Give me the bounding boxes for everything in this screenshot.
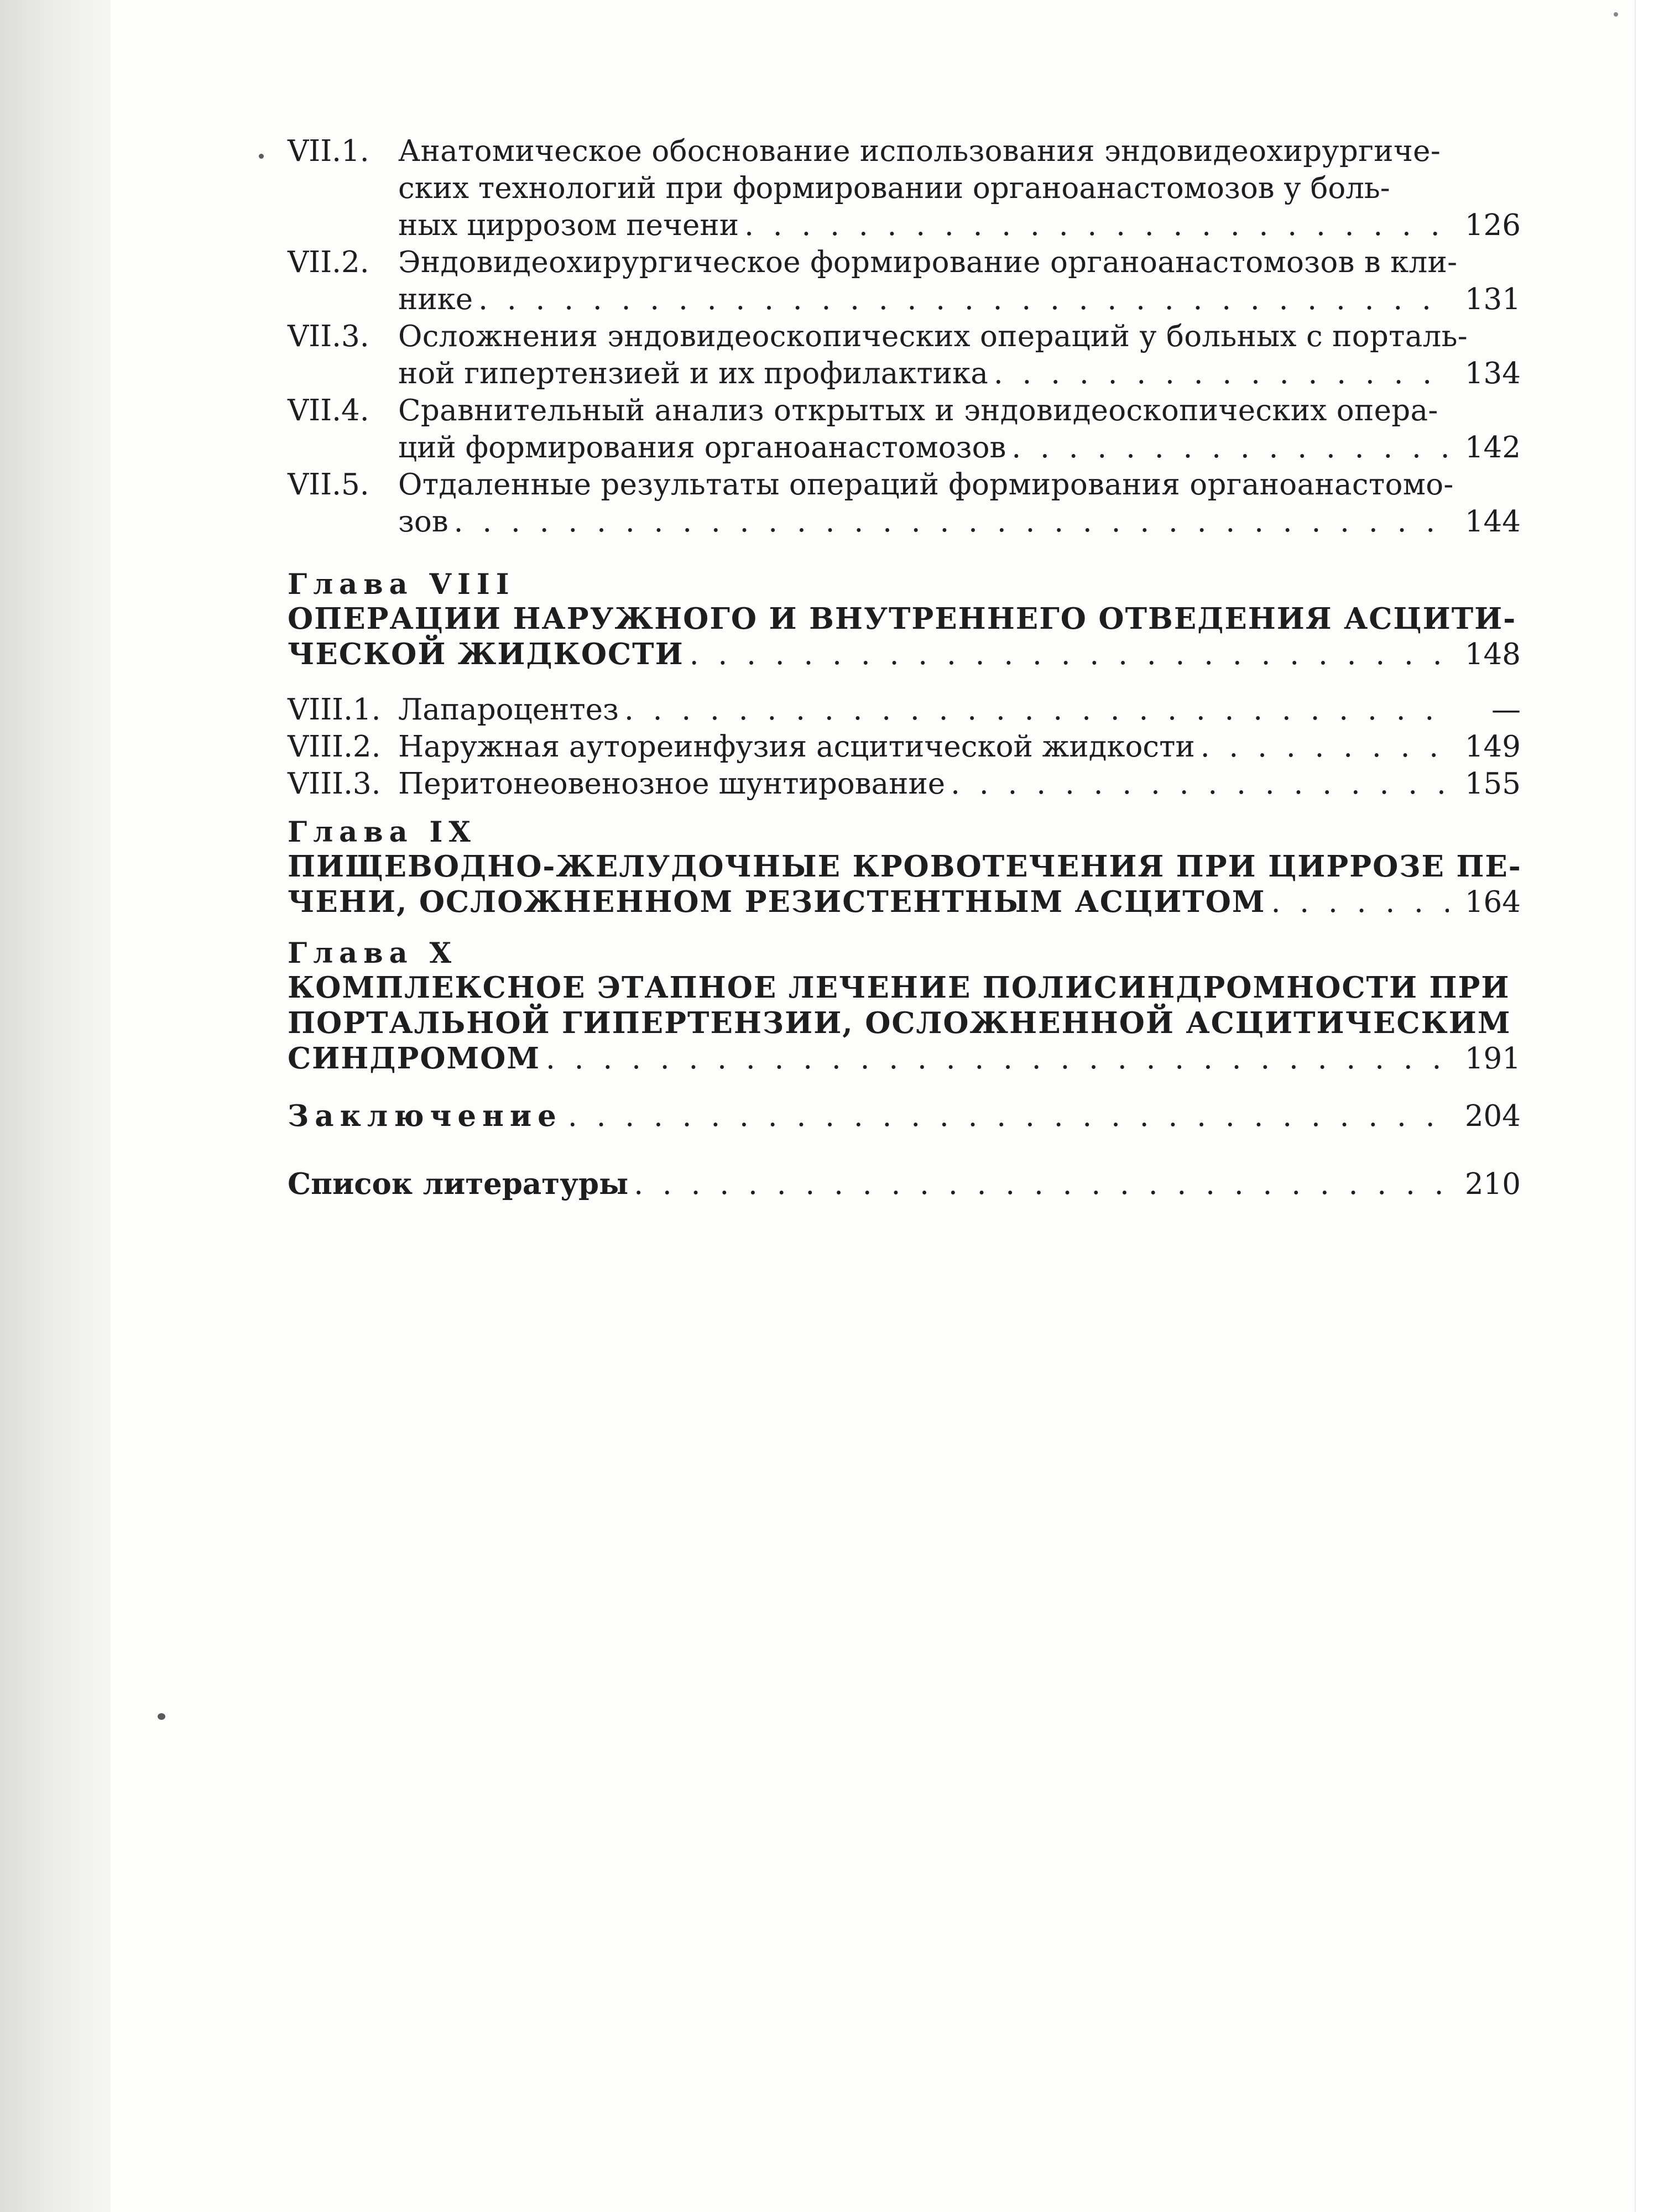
toc-conclusion[interactable] (288, 1098, 1521, 1135)
entry-number: VIII.3. (288, 767, 381, 801)
entry-text: Лапароцентез (398, 693, 619, 727)
table-of-contents (288, 133, 1521, 1203)
entry-number: VII.3. (288, 320, 369, 353)
dot-leader (994, 355, 1449, 392)
page-number: 204 (1464, 1099, 1521, 1133)
page-number: 155 (1464, 767, 1521, 801)
toc-entry-viii-3[interactable] (288, 765, 1521, 802)
chapter-label: Глава VIII (288, 568, 515, 601)
entry-text: Наружная аутореинфузия асцитической жидкости (398, 730, 1195, 764)
entry-text: ских технологий при формировании органоанастомозов у боль- (398, 171, 1390, 205)
chapter-title-line: СИНДРОМОМ (288, 1041, 540, 1076)
chapter-title-line: ЧЕНИ, ОСЛОЖНЕННОМ РЕЗИСТЕНТНЫМ АСЦИТОМ (288, 885, 1266, 919)
chapter-x[interactable] (288, 937, 1521, 1077)
dot-leader (1201, 728, 1449, 765)
entry-text: Анатомическое обоснование использования эндовидеохирургиче- (398, 134, 1441, 168)
page-number: 134 (1464, 357, 1521, 390)
page-number: 164 (1464, 885, 1521, 919)
entry-text: Эндовидеохирургическое формирование органоанастомозов в кли- (398, 246, 1458, 279)
page-binding-shadow (0, 0, 111, 2212)
chapter-label: Глава X (288, 937, 458, 970)
dot-leader (546, 1041, 1449, 1077)
chapter-viii-sections (288, 691, 1521, 802)
dot-leader (568, 1098, 1449, 1135)
toc-entry-viii-1[interactable] (288, 691, 1521, 728)
page-number: 131 (1464, 283, 1521, 316)
ink-speck (1614, 12, 1618, 17)
toc-entry-vii-4[interactable] (288, 392, 1521, 466)
entry-text: зов (398, 505, 448, 539)
chapter-title-line: ОПЕРАЦИИ НАРУЖНОГО И ВНУТРЕННЕГО ОТВЕДЕНИЯ АСЦИТИ- (288, 602, 1517, 636)
chapter-viii[interactable] (288, 568, 1521, 672)
page-number: 142 (1464, 431, 1521, 465)
entry-text: Перитонеовенозное шунтирование (398, 767, 946, 801)
entry-number: VII.1. (288, 134, 369, 168)
entry-number: VIII.2. (288, 730, 381, 764)
chapter-ix[interactable] (288, 816, 1521, 920)
entry-text: Осложнения эндовидеоскопических операций у больных с порталь- (398, 320, 1468, 353)
page-number: — (1491, 693, 1521, 727)
entry-text: ной гипертензией и их профилактика (398, 357, 988, 390)
ink-speck (158, 1713, 165, 1720)
page-number: 210 (1464, 1167, 1521, 1201)
entry-number: VII.4. (288, 394, 369, 427)
dot-leader (454, 503, 1449, 540)
chapter-label: Глава IX (288, 816, 477, 849)
page-number: 126 (1464, 208, 1521, 242)
chapter-title-line: ПОРТАЛЬНОЙ ГИПЕРТЕНЗИИ, ОСЛОЖНЕННОЙ АСЦИТИЧЕСКИМ (288, 1006, 1511, 1040)
ink-speck (259, 154, 264, 159)
chapter-title-line: КОМПЛЕКСНОЕ ЭТАПНОЕ ЛЕЧЕНИЕ ПОЛИСИНДРОМНОСТИ ПРИ (288, 971, 1510, 1005)
toc-entry-vii-5[interactable] (288, 466, 1521, 540)
toc-entry-vii-3[interactable] (288, 318, 1521, 392)
conclusion-label: Заключение (288, 1099, 562, 1133)
dot-leader (744, 207, 1449, 244)
dot-leader (951, 765, 1449, 802)
toc-entry-vii-1[interactable] (288, 133, 1521, 244)
page-right-edge (1635, 0, 1659, 2212)
dot-leader (1011, 429, 1449, 466)
entry-number: VIII.1. (288, 693, 381, 727)
entry-number: VII.2. (288, 246, 369, 279)
chapter-title-line: ПИЩЕВОДНО-ЖЕЛУДОЧНЫЕ КРОВОТЕЧЕНИЯ ПРИ ЦИРРОЗЕ ПЕ- (288, 849, 1522, 884)
page-number: 144 (1464, 505, 1521, 539)
entry-text: нике (398, 283, 473, 316)
entry-text: Отдаленные результаты операций формирования органоанастомо- (398, 468, 1454, 502)
dot-leader (1271, 885, 1449, 920)
entry-number: VII.5. (288, 468, 369, 502)
chapter-title-line: ЧЕСКОЙ ЖИДКОСТИ (288, 637, 684, 671)
references-label: Список литературы (288, 1167, 629, 1201)
toc-entry-viii-2[interactable] (288, 728, 1521, 765)
entry-text: ных циррозом печени (398, 208, 739, 242)
dot-leader (634, 1166, 1449, 1203)
toc-entry-vii-2[interactable] (288, 244, 1521, 318)
entry-text: Сравнительный анализ открытых и эндовидеоскопических опера- (398, 394, 1438, 427)
entry-text: ций формирования органоанастомозов (398, 431, 1006, 465)
page-number: 148 (1464, 638, 1521, 671)
page-number: 149 (1464, 730, 1521, 764)
dot-leader (624, 691, 1449, 728)
dot-leader (690, 637, 1449, 672)
page-number: 191 (1464, 1042, 1521, 1076)
dot-leader (478, 281, 1449, 318)
toc-references[interactable] (288, 1166, 1521, 1203)
